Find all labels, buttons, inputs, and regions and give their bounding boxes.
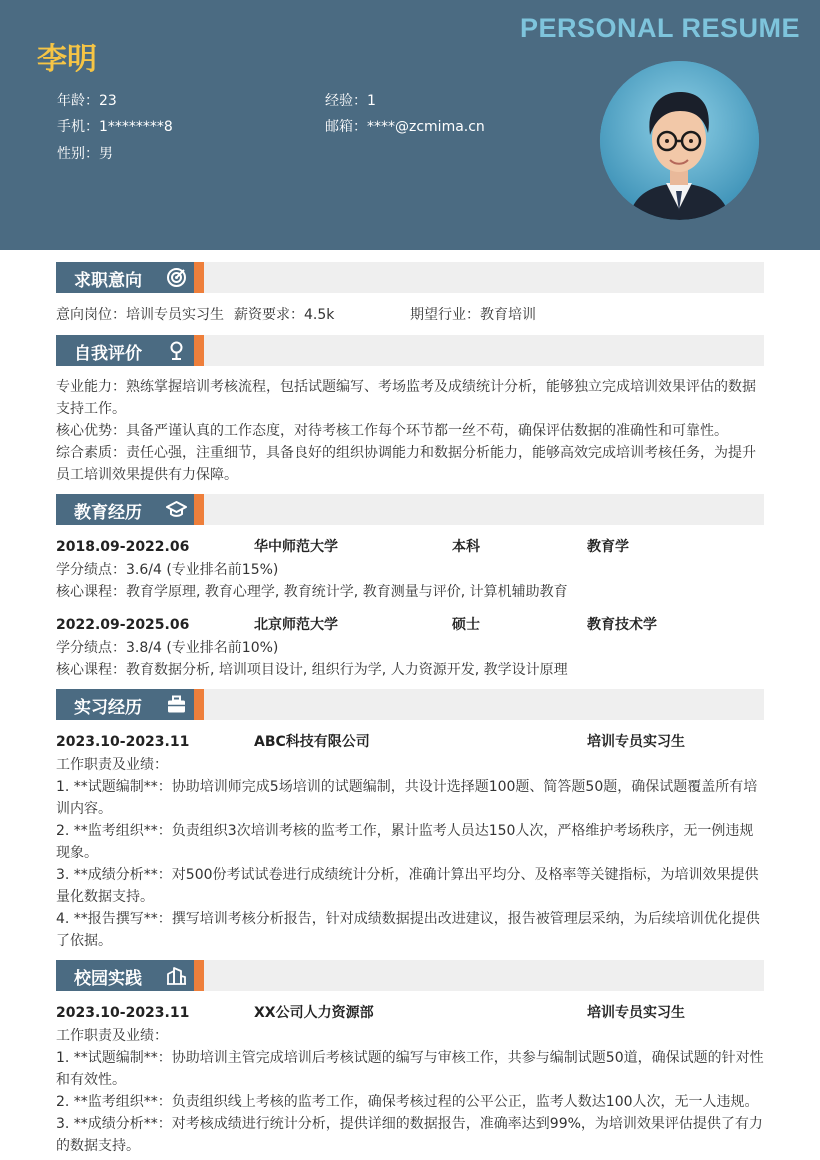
candidate-name: 李明: [37, 42, 97, 77]
section-tab: [56, 494, 204, 525]
section-title: 校园实践: [74, 969, 142, 989]
section-title: 实习经历: [74, 698, 142, 718]
education-courses: 核心课程：教育数据分析, 培训项目设计, 组织行为学, 人力资源开发, 教学设计原理: [56, 662, 568, 678]
campus-intro: 工作职责及业绩：: [56, 1028, 168, 1044]
internship-date: 2023.10-2023.11: [56, 734, 190, 750]
section-title: 教育经历: [74, 503, 142, 523]
experience-field: 经验：1: [325, 93, 376, 109]
profile-photo: [600, 61, 759, 220]
self-eval-line: 专业能力：熟练掌握培训考核流程，包括试题编写、考场监考及成绩统计分析，能够独立完成培训效果评估的数据支持工作。: [56, 379, 756, 417]
age-field: 年龄：23: [57, 93, 117, 109]
campus-item: 1. **试题编制**：协助培训主管完成培训后考核试题的编写与审核工作，共参与编制试题50道，确保试题的针对性和有效性。: [56, 1050, 764, 1088]
resume-brand-title: PERSONAL RESUME: [519, 13, 800, 43]
internship-item: 1. **试题编制**：协助培训师完成5场培训的试题编制，共设计选择题100题、简答题50题，确保试题覆盖所有培训内容。: [56, 779, 758, 817]
education-entry-header: [56, 613, 764, 637]
desired-position: 意向岗位：培训专员实习生: [56, 307, 224, 323]
self-eval-line: 核心优势：具备严谨认真的工作态度，对待考核工作每个环节都一丝不苟，确保评估数据的准确性和可靠性。: [56, 423, 728, 439]
phone-field: 手机：1********8: [57, 119, 173, 135]
gender-field: 性别：男: [57, 146, 113, 162]
education-degree: 本科: [452, 539, 480, 555]
campus-company: XX公司人力资源部: [254, 1005, 374, 1021]
section-title: 求职意向: [74, 271, 142, 291]
education-major: 教育技术学: [587, 617, 657, 633]
section-header-self: [56, 335, 764, 366]
award-icon: [166, 340, 187, 361]
section-header-intent: [56, 262, 764, 293]
campus-item: 3. **成绩分析**：对考核成绩进行统计分析，提供详细的数据报告，准确率达到99%，为培训效果评估提供了有力的数据支持。: [56, 1116, 763, 1154]
section-tab: [56, 689, 204, 720]
section-header-campus: [56, 960, 764, 991]
buildings-icon: [166, 965, 187, 986]
email-field: 邮箱：****@zcmima.cn: [325, 119, 485, 135]
section-tab: [56, 960, 204, 991]
desired-salary: 薪资要求：4.5k: [234, 307, 335, 323]
education-school: 华中师范大学: [254, 539, 338, 555]
education-courses: 核心课程：教育学原理, 教育心理学, 教育统计学, 教育测量与评价, 计算机辅助教育: [56, 584, 568, 600]
internship-role: 培训专员实习生: [587, 734, 685, 750]
education-school: 北京师范大学: [254, 617, 338, 633]
education-entry-header: [56, 535, 764, 559]
section-tab: [56, 335, 204, 366]
internship-header: [56, 730, 764, 754]
target-icon: [166, 267, 187, 288]
internship-company: ABC科技有限公司: [254, 734, 370, 750]
self-eval-line: 综合素质：责任心强，注重细节，具备良好的组织协调能力和数据分析能力，能够高效完成培训考核任务，为提升员工培训效果提供有力保障。: [56, 445, 756, 483]
education-gpa: 学分绩点：3.6/4 (专业排名前15%): [56, 562, 279, 578]
intent-row: [56, 303, 764, 327]
desired-industry: 期望行业：教育培训: [410, 307, 536, 323]
campus-date: 2023.10-2023.11: [56, 1005, 190, 1021]
education-degree: 硕士: [452, 617, 480, 633]
campus-header: [56, 1001, 764, 1025]
resume-body: [56, 262, 764, 1157]
education-gpa: 学分绩点：3.8/4 (专业排名前10%): [56, 640, 279, 656]
section-header-internship: [56, 689, 764, 720]
section-header-education: [56, 494, 764, 525]
education-date: 2022.09-2025.06: [56, 617, 190, 633]
internship-item: 4. **报告撰写**：撰写培训考核分析报告，针对成绩数据提出改进建议，报告被管理层采纳，为后续培训优化提供了依据。: [56, 911, 760, 949]
internship-item: 2. **监考组织**：负责组织3次培训考核的监考工作，累计监考人员达150人次，严格维护考场秩序，无一例违规现象。: [56, 823, 754, 861]
internship-intro: 工作职责及业绩：: [56, 757, 168, 773]
campus-role: 培训专员实习生: [587, 1005, 685, 1021]
campus-item: 2. **监考组织**：负责组织线上考核的监考工作，确保考核过程的公平公正，监考人数达100人次，无一人违规。: [56, 1094, 759, 1110]
resume-header: [0, 0, 820, 250]
section-tab: [56, 262, 204, 293]
graduation-cap-icon: [166, 499, 187, 520]
education-date: 2018.09-2022.06: [56, 539, 190, 555]
education-major: 教育学: [587, 539, 629, 555]
internship-item: 3. **成绩分析**：对500份考试试卷进行成绩统计分析，准确计算出平均分、及格率等关键指标，为培训效果提供量化数据支持。: [56, 867, 759, 905]
briefcase-icon: [166, 694, 187, 715]
section-title: 自我评价: [74, 344, 142, 364]
